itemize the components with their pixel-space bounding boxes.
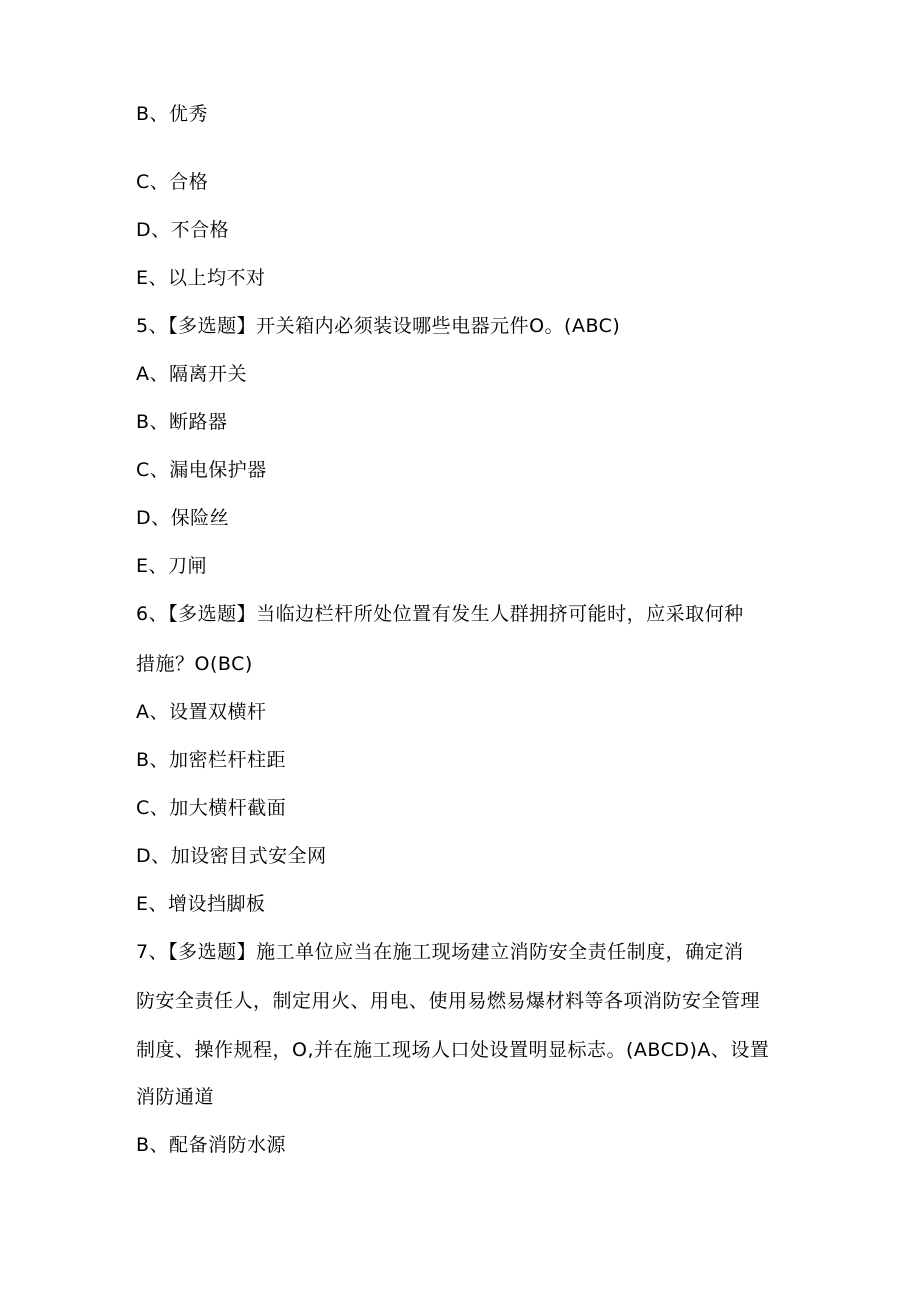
question-7-line-2: 防安全责任人，制定用火、用电、使用易燃易爆材料等各项消防安全管理 xyxy=(136,990,761,1012)
option-e-none: E、以上均不对 xyxy=(136,267,266,289)
question-5: 5、【多选题】开关箱内必须装设哪些电器元件O。(ABC) xyxy=(136,315,621,337)
q6-option-b: B、加密栏杆柱距 xyxy=(136,749,287,771)
question-6-line-2: 措施？O(BC) xyxy=(136,653,253,675)
q6-option-d: D、加设密目式安全网 xyxy=(136,845,327,867)
q7-option-b: B、配备消防水源 xyxy=(136,1134,287,1156)
question-6-line-1: 6、【多选题】当临边栏杆所处位置有发生人群拥挤可能时，应采取何种 xyxy=(136,603,744,625)
q5-option-c: C、漏电保护器 xyxy=(136,459,267,481)
q5-option-d: D、保险丝 xyxy=(136,507,230,529)
q5-option-b: B、断路器 xyxy=(136,411,228,433)
q6-option-c: C、加大横杆截面 xyxy=(136,797,287,819)
question-7-line-3: 制度、操作规程，O,并在施工现场人口处设置明显标志。(ABCD)A、设置 xyxy=(136,1039,770,1061)
q5-option-a: A、隔离开关 xyxy=(136,363,247,385)
option-c-qualified: C、合格 xyxy=(136,171,209,193)
q6-option-e: E、增设挡脚板 xyxy=(136,893,266,915)
q6-option-a: A、设置双横杆 xyxy=(136,701,267,723)
q5-option-e: E、刀闸 xyxy=(136,555,208,577)
question-7-line-4: 消防通道 xyxy=(136,1086,215,1108)
option-d-unqualified: D、不合格 xyxy=(136,219,230,241)
option-b-excellent: B、优秀 xyxy=(136,103,209,125)
question-7-line-1: 7、【多选题】施工单位应当在施工现场建立消防安全责任制度，确定消 xyxy=(136,941,744,963)
